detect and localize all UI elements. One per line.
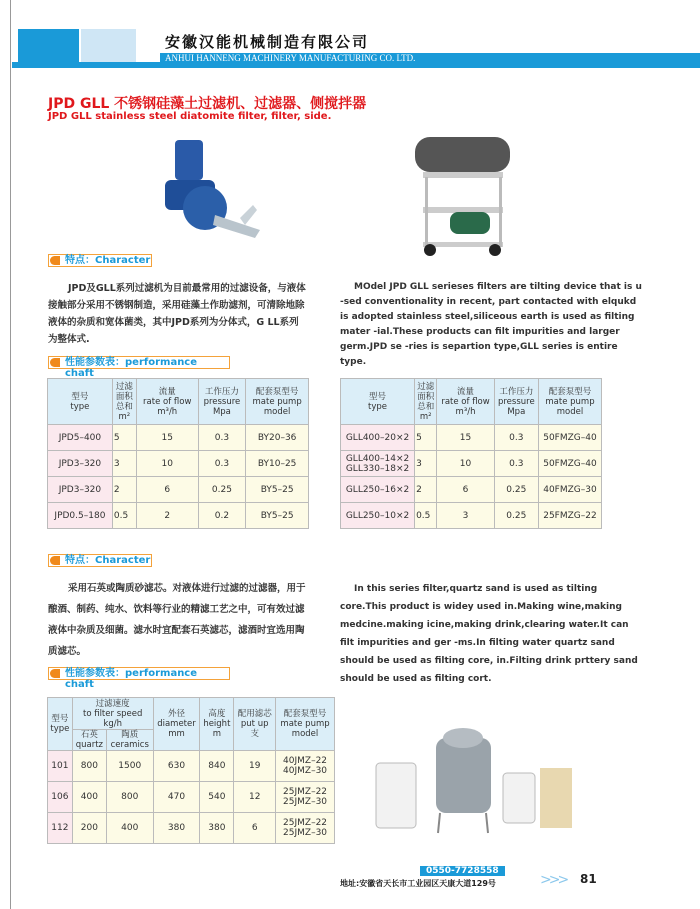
- table-row: [48, 503, 309, 529]
- character-label: 特点：Character: [48, 254, 152, 267]
- header-pump: 配套泵型号 mate pump model: [276, 698, 335, 751]
- table-header: 配套泵型号 mate pump model: [246, 379, 309, 425]
- table-cell: 2: [112, 477, 136, 503]
- table-cell: 19: [234, 751, 276, 782]
- filter-machine-image: [145, 130, 265, 250]
- table-cell: 50FMZG–40: [538, 425, 601, 451]
- header-ceramics: 陶质 ceramics: [106, 730, 153, 751]
- header-speed: 过滤速度 to filter speed kg/h: [72, 698, 153, 730]
- table-cell: 40FMZG–30: [538, 477, 601, 503]
- table-cell: 101: [48, 751, 73, 782]
- table-row: [48, 782, 335, 813]
- table-cell: 200: [72, 813, 106, 844]
- character-text-cn: JPD及GLL系列过滤机为目前最常用的过滤设备，与液体接触部分采用不锈钢制造，采用硅藻土作助滤剂，可清除地除液体的杂质和宽体菌类，其中JPD系列为分体式，G LL系列为整体式.: [48, 283, 306, 345]
- table-cell: 6: [136, 477, 198, 503]
- table-cell: 470: [153, 782, 200, 813]
- filter-cart-image: [395, 122, 530, 257]
- table-cell: 25FMZG–22: [538, 503, 601, 529]
- table-header: 工作压力 pressure Mpa: [494, 379, 538, 425]
- table-cell: 400: [72, 782, 106, 813]
- table-cell: 380: [153, 813, 200, 844]
- table-row: [48, 813, 335, 844]
- table-cell: 6: [437, 477, 494, 503]
- performance-table-jpd: [47, 378, 309, 529]
- table-cell: BY5–25: [246, 503, 309, 529]
- page-title: JPD GLL 不锈钢硅藻土过滤机、过滤器、侧搅拌器: [48, 96, 367, 112]
- footer-address: 地址:安徽省天长市工业园区天康大道129号: [340, 879, 496, 888]
- table-cell: JPD5–400: [48, 425, 113, 451]
- table-cell: BY10–25: [246, 451, 309, 477]
- table-cell: 3: [415, 451, 437, 477]
- page-number: 81: [580, 872, 597, 886]
- table-cell: 0.3: [198, 451, 246, 477]
- table-cell: 2: [136, 503, 198, 529]
- header-type: 型号 type: [48, 698, 73, 751]
- table-header: 过滤 面积 总和 m²: [112, 379, 136, 425]
- footer-phone: 0550-7728558: [420, 866, 505, 876]
- table-row: [341, 477, 602, 503]
- table-cell: JPD3–320: [48, 451, 113, 477]
- table-cell: 40JMZ–22 40JMZ–30: [276, 751, 335, 782]
- table-cell: BY20–36: [246, 425, 309, 451]
- table-header: 流量 rate of flow m³/h: [136, 379, 198, 425]
- header-height: 高度 height m: [200, 698, 234, 751]
- table-cell: 840: [200, 751, 234, 782]
- table-cell: 0.2: [198, 503, 246, 529]
- table-cell: GLL250–16×2: [341, 477, 415, 503]
- table-cell: 25JMZ–22 25JMZ–30: [276, 782, 335, 813]
- header-quartz: 石英 quartz: [72, 730, 106, 751]
- table-cell: GLL250–10×2: [341, 503, 415, 529]
- table-cell: 112: [48, 813, 73, 844]
- table-cell: 15: [437, 425, 494, 451]
- table-cell: 2: [415, 477, 437, 503]
- performance-chart-label: 性能参数表：performance chaft: [48, 356, 230, 369]
- character-text-en: MOdel JPD GLL serieses filters are tilting device that is u -sed conventionality in recent, part contacted with elqukd is adopted stainless steel,siliceous earth is used as filting mater -ial.These products can filt impurities and larger germ.JPD se -ries is separtion type,GLL series is entire type.: [340, 282, 642, 367]
- table-row: [48, 751, 335, 782]
- header-putup: 配用滤芯 put up 支: [234, 698, 276, 751]
- table-row: [48, 451, 309, 477]
- table-cell: 400: [106, 813, 153, 844]
- table-row: [48, 425, 309, 451]
- character-label-2: 特点：Character: [48, 554, 152, 567]
- table-cell: GLL400–20×2: [341, 425, 415, 451]
- company-name-cn: 安徽汉能机械制造有限公司: [165, 33, 370, 51]
- table-cell: 800: [72, 751, 106, 782]
- table-row: [341, 425, 602, 451]
- table-cell: 0.5: [112, 503, 136, 529]
- table-header: 流量 rate of flow m³/h: [437, 379, 494, 425]
- sand-filter-products-image: [368, 718, 578, 838]
- performance-table-sand-filter: [47, 697, 335, 844]
- table-cell: 106: [48, 782, 73, 813]
- table-header: 型号 type: [341, 379, 415, 425]
- table-header: 工作压力 pressure Mpa: [198, 379, 246, 425]
- table-cell: BY5–25: [246, 477, 309, 503]
- table-cell: 5: [112, 425, 136, 451]
- performance-chart-label-2: 性能参数表：performance chaft: [48, 667, 230, 680]
- table-cell: 0.5: [415, 503, 437, 529]
- chevron-right-icon: >>>: [540, 872, 567, 888]
- table-cell: 10: [136, 451, 198, 477]
- table-row: [48, 477, 309, 503]
- table-cell: 0.3: [494, 451, 538, 477]
- character-text-en-2: In this series filter,quartz sand is used as tilting core.This product is widey used in.Making wine,making medcine.making icine,making drink,clearing water.It can filt impurities and ger -ms.In filting water quartz sand should be used as filting core, in.Filting drink prttery sand should be used as filting cort.: [340, 584, 638, 684]
- table-cell: 0.25: [494, 503, 538, 529]
- table-cell: 0.25: [494, 477, 538, 503]
- table-cell: 6: [234, 813, 276, 844]
- table-cell: 380: [200, 813, 234, 844]
- company-logo: [18, 29, 79, 64]
- table-cell: JPD3–320: [48, 477, 113, 503]
- header-product-image: [81, 29, 136, 64]
- table-cell: 10: [437, 451, 494, 477]
- character-text-cn-2: 采用石英或陶质砂滤芯。对液体进行过滤的过滤器，用于酿酒、制药、纯水、饮料等行业的精滤工艺之中，可有效过滤液体中杂质及细菌。滤水时宜配套石英滤芯，滤酒时宜选用陶质滤芯。: [48, 583, 306, 657]
- table-cell: 12: [234, 782, 276, 813]
- table-cell: 15: [136, 425, 198, 451]
- table-cell: 5: [415, 425, 437, 451]
- table-cell: 0.3: [198, 425, 246, 451]
- page-subtitle: JPD GLL stainless steel diatomite filter, filter, side.: [48, 111, 332, 122]
- table-cell: 25JMZ–22 25JMZ–30: [276, 813, 335, 844]
- table-cell: 50FMZG–40: [538, 451, 601, 477]
- header-diameter: 外径 diameter mm: [153, 698, 200, 751]
- page-border: [10, 0, 11, 909]
- table-row: [341, 451, 602, 477]
- table-cell: 800: [106, 782, 153, 813]
- table-cell: 0.3: [494, 425, 538, 451]
- table-row: [341, 503, 602, 529]
- table-cell: GLL400–14×2 GLL330–18×2: [341, 451, 415, 477]
- table-cell: 3: [112, 451, 136, 477]
- table-header: 过滤 面积 总和 m²: [415, 379, 437, 425]
- table-cell: 540: [200, 782, 234, 813]
- table-cell: JPD0.5–180: [48, 503, 113, 529]
- performance-table-gll: [340, 378, 602, 529]
- table-cell: 630: [153, 751, 200, 782]
- table-header: 型号 type: [48, 379, 113, 425]
- table-cell: 3: [437, 503, 494, 529]
- company-name-en: ANHUI HANNENG MACHINERY MANUFACTURING CO. LTD.: [160, 53, 700, 63]
- table-cell: 0.25: [198, 477, 246, 503]
- table-header: 配套泵型号 mate pump model: [538, 379, 601, 425]
- table-cell: 1500: [106, 751, 153, 782]
